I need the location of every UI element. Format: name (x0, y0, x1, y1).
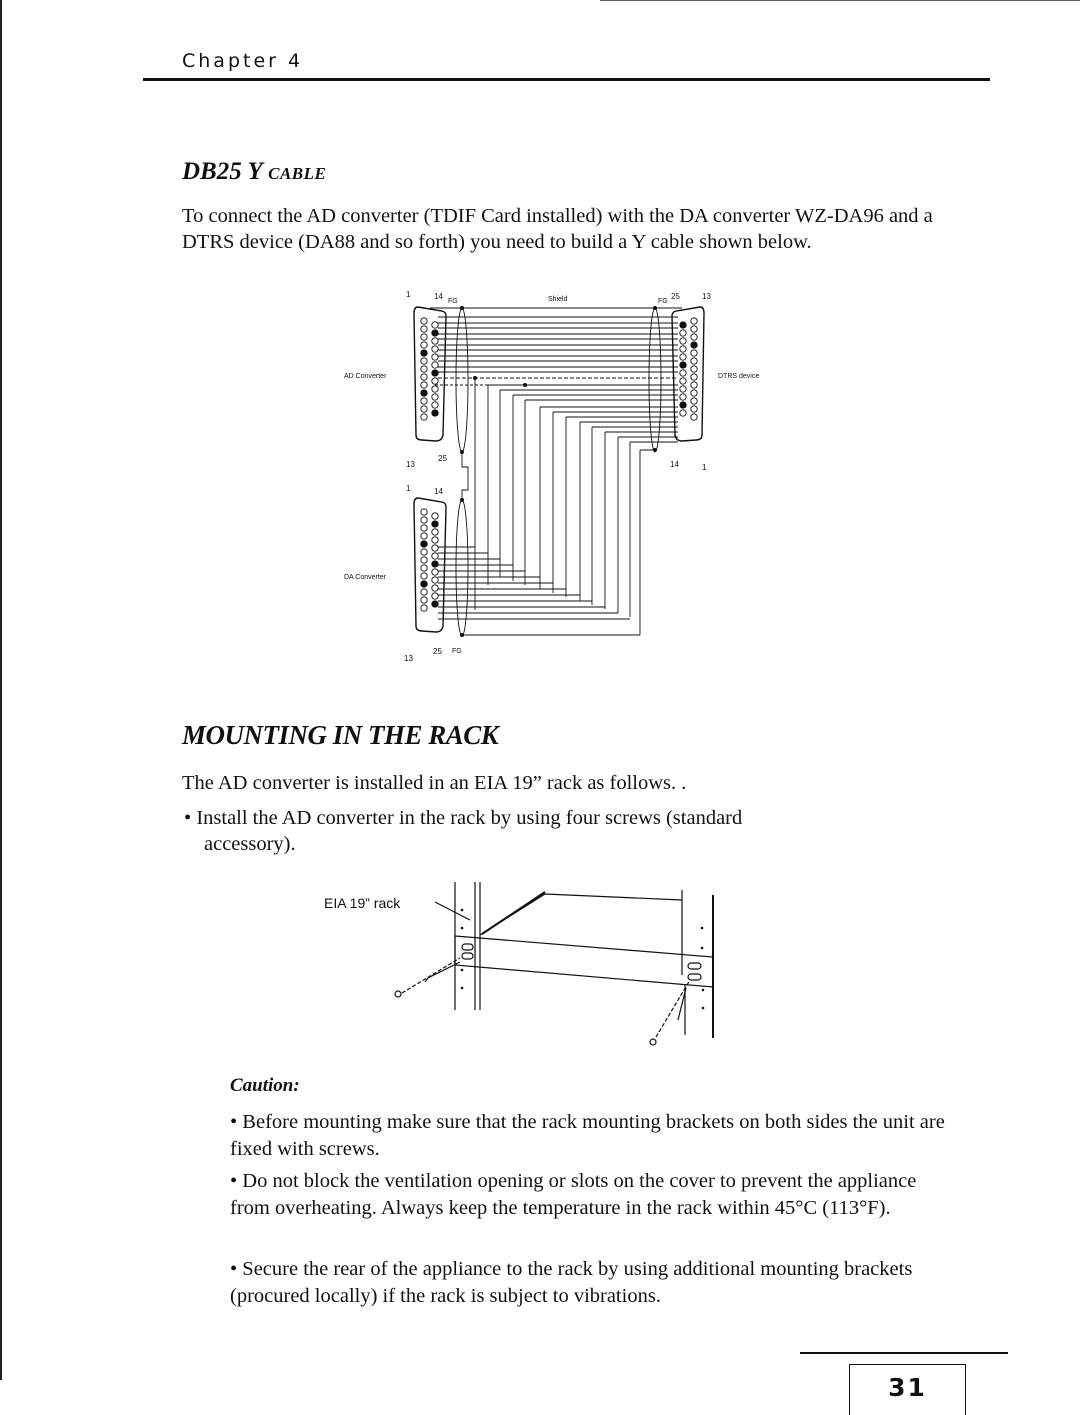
section-title-smallcaps: CABLE (268, 164, 327, 183)
dtrs-pin-25-label: 25 (671, 292, 680, 301)
mounting-step-line1: Install the AD converter in the rack by using four screws (standard (196, 807, 743, 829)
section-title-db25-y-cable (182, 158, 326, 186)
ad-pin-25-label: 25 (438, 454, 447, 463)
da-pin-14-label: 14 (434, 487, 443, 496)
cable-wires (430, 308, 682, 636)
rack-mounting-illustration (310, 870, 740, 1060)
chapter-heading: Chapter 4 (182, 50, 304, 72)
dtrs-pin-14-label: 14 (670, 460, 679, 469)
ad-pin-14-label: 14 (434, 292, 443, 301)
dtrs-pin-13-label: 13 (702, 292, 711, 301)
section-title-mounting: MOUNTING IN THE RACK (182, 720, 499, 750)
da-pin-13-label: 13 (404, 654, 413, 663)
caution-title: Caution: (230, 1075, 300, 1096)
ad-pin-1-label: 1 (406, 290, 411, 299)
ad-pin-13-label: 13 (406, 460, 415, 469)
mounting-step (184, 805, 904, 857)
mounting-step-line2: accessory). (204, 833, 296, 855)
scan-edge-left (0, 0, 2, 1380)
caution-item: • Before mounting make sure that the rack mounting brackets on both sides the unit are fixed with screws. (230, 1111, 945, 1160)
page-number: 31 (888, 1373, 927, 1402)
page-number-box (849, 1364, 966, 1415)
caution-item: • Secure the rear of the appliance to the rack by using additional mounting brackets (procured locally) if the rack is subject to vibrations. (230, 1258, 913, 1307)
da-converter-label: DA Converter (344, 574, 387, 581)
caution-item: • Do not block the ventilation opening or slots on the cover to prevent the appliance from overheating. Always keep the temperature in the rack within 45°C (113°F). (230, 1170, 917, 1219)
footer-rule (800, 1352, 1008, 1354)
da-pin-1-label: 1 (406, 484, 411, 493)
ad-converter-label: AD Converter (344, 373, 387, 380)
db25-intro-paragraph: To connect the AD converter (TDIF Card installed) with the DA converter WZ-DA96 and a DTRS device (DA88 and so forth) you need to build a Y cable shown below. (182, 205, 933, 253)
dtrs-connector-pins (680, 318, 697, 420)
bullet: • (184, 807, 192, 829)
scan-edge-top (600, 0, 1080, 1)
da-fg-label: FG (452, 648, 462, 655)
dtrs-pin-1-label: 1 (702, 463, 707, 472)
shield-label: Shield (548, 296, 568, 303)
section-title-main: DB25 Y (182, 158, 269, 185)
da-pin-25-label: 25 (433, 647, 442, 656)
y-cable-wiring-diagram (330, 285, 760, 670)
ad-fg-label: FG (448, 298, 458, 305)
rack-figure-label: EIA 19” rack (324, 895, 401, 911)
ad-connector-pins (421, 318, 438, 420)
mounting-intro: The AD converter is installed in an EIA 19” rack as follows. . (182, 772, 687, 794)
dtrs-fg-label: FG (658, 298, 668, 305)
dtrs-device-label: DTRS device (718, 373, 760, 380)
header-rule (143, 78, 990, 81)
da-connector-pins (421, 509, 438, 611)
